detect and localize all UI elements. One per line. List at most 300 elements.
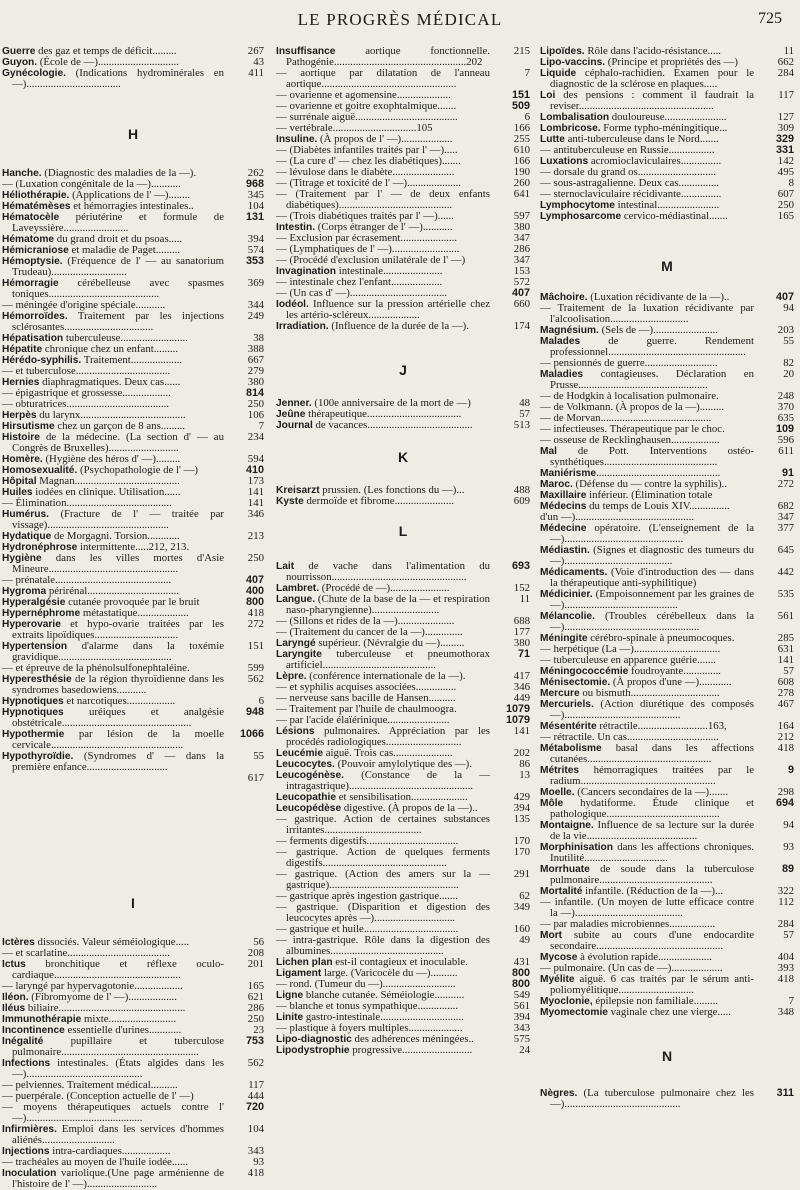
entry-headword: Mycose — [540, 952, 578, 963]
entry-text: de soude dans la tuberculose pulmonaire.......................................... — [550, 863, 754, 886]
entry-page-ref: 285 — [777, 632, 794, 644]
entry-page-ref: 135 — [513, 813, 530, 825]
index-entry — [2, 278, 264, 300]
entry-page-ref: 208 — [247, 947, 264, 959]
entry-page-ref: 597 — [513, 210, 530, 222]
entry-text: — sous-astragalienne. Deux cas............... — [540, 177, 720, 189]
entry-page-ref: 141 — [513, 725, 530, 737]
entry-page-ref: 6 — [258, 695, 264, 707]
entry-page-ref: 260 — [513, 177, 530, 189]
entry-page-ref: 286 — [513, 243, 530, 255]
entry-headword: Hématémèses — [2, 201, 71, 212]
entry-page-ref: 250 — [247, 398, 264, 410]
entry-page-ref: 431 — [513, 956, 530, 968]
entry-page-ref: 407 — [775, 291, 794, 303]
entry-text: — (Titrage et toxicité de l' —).................... — [276, 177, 462, 189]
entry-headword: Lambret. — [276, 583, 320, 594]
entry-page-ref: 311 — [776, 1087, 794, 1099]
entry-page-ref: 62 — [519, 890, 530, 902]
entry-headword: Infections — [2, 1058, 51, 1069]
index-entry — [276, 496, 530, 507]
entry-text: (Chute de la base de la — et respiration naso-pharyngienne)......................... — [286, 593, 490, 616]
section-spacer — [540, 1064, 794, 1088]
entry-headword: Maroc. — [540, 479, 573, 490]
index-entry — [540, 545, 794, 567]
entry-text: (Fibromyome de l' —).................. — [28, 991, 177, 1003]
entry-page-ref: 513 — [513, 419, 530, 431]
entry-headword: Médecins — [540, 501, 587, 512]
entry-headword: Métrites — [540, 765, 580, 776]
entry-headword: Hérédo-syphilis. — [2, 355, 82, 366]
entry-text: rétractile..........................163, — [596, 720, 727, 732]
entry-text: — infectieuses. Thérapeutique par le choc. — [540, 423, 725, 435]
entry-text: (Luxation récidivante de la —).. — [587, 291, 730, 303]
entry-text: cervico-médiastinal....... — [621, 210, 728, 222]
index-entry — [2, 619, 264, 641]
entry-headword: Méningite — [540, 633, 588, 644]
index-entry — [2, 751, 264, 773]
entry-page-ref: 645 — [777, 544, 794, 556]
entry-page-ref: 7 — [788, 995, 794, 1007]
entry-page-ref: 213 — [247, 530, 264, 542]
entry-page-ref: 151 — [247, 640, 264, 652]
entry-page-ref: 91 — [781, 467, 794, 479]
entry-text: diaphragmatiques. Deux cas...... — [39, 376, 181, 388]
entry-page-ref: 418 — [247, 1167, 264, 1179]
entry-headword: Hématome — [2, 234, 55, 245]
section-spacer — [276, 431, 530, 449]
entry-page-ref: 94 — [783, 302, 794, 314]
entry-page-ref: 418 — [777, 742, 794, 754]
entry-page-ref: 117 — [248, 1079, 264, 1091]
entry-headword: Intestin. — [276, 222, 316, 233]
entry-text: — prénatale........................................... — [2, 574, 172, 586]
entry-page-ref: 347 — [513, 232, 530, 244]
entry-page-ref: 348 — [777, 1006, 794, 1018]
entry-text: aiguë. 6 cas traités par le sérum anti-poliomyélitique............................ — [550, 973, 754, 996]
entry-text: — blanche et tonus sympathique............... — [276, 1000, 459, 1012]
entry-text: pulmonaires. Appréciation par les procédés radiologiques............................ — [286, 725, 490, 748]
entry-headword: Kreisarzt — [276, 485, 320, 496]
entry-page-ref: 380 — [513, 221, 530, 233]
entry-text: acromioclaviculaires............... — [588, 155, 722, 167]
entry-page-ref: 55 — [253, 750, 264, 762]
section-spacer — [540, 274, 794, 292]
entry-headword: Homère. — [2, 454, 43, 465]
entry-text: métastatique................... — [80, 607, 189, 619]
index-entry — [276, 726, 530, 748]
index-entry — [2, 1168, 264, 1190]
entry-page-ref: 104 — [247, 1123, 264, 1135]
entry-page-ref: 170 — [513, 846, 530, 858]
index-entry — [2, 1058, 264, 1080]
entry-headword: Journal — [276, 420, 313, 431]
entry-text: céphalo-rachidien. Examen pour le diagnostic de la sclérose en plaques..... — [550, 67, 754, 90]
entry-page-ref: 177 — [513, 626, 530, 638]
entry-page-ref: 1079 — [505, 703, 530, 715]
entry-page-ref: 621 — [247, 991, 264, 1003]
entry-page-ref: 948 — [245, 706, 264, 718]
entry-text: iodées en clinique. Utilisation...... — [32, 486, 181, 498]
entry-headword: Moelle. — [540, 787, 575, 798]
entry-page-ref: 814 — [245, 387, 264, 399]
section-spacer — [2, 911, 264, 937]
entry-page-ref: 631 — [777, 643, 794, 655]
entry-page-ref: 407 — [511, 287, 530, 299]
entry-headword: Histoire — [2, 432, 40, 443]
entry-text: aortique fonctionnelle. Pathogénie.................................................202 — [286, 45, 490, 68]
entry-text: — de Morvan......................................... — [540, 412, 712, 424]
entry-page-ref: 250 — [777, 199, 794, 211]
entry-headword: Hanche. — [2, 168, 42, 179]
entry-headword: Insuffisance — [276, 46, 336, 57]
entry-headword: Nègres. — [540, 1088, 578, 1099]
entry-page-ref: 562 — [247, 673, 264, 685]
entry-text: basal dans les affections cutanées.............................................. — [550, 742, 754, 765]
entry-page-ref: 160 — [513, 923, 530, 935]
entry-page-ref: 353 — [245, 255, 264, 267]
entry-page-ref: 610 — [513, 144, 530, 156]
index-entry — [2, 509, 264, 531]
entry-text: d'alarme dans la toxémie gravidique.......................................... — [12, 640, 224, 663]
entry-headword: Hypothermie — [2, 729, 65, 740]
index-entry — [540, 765, 794, 787]
entry-text: (Psychopathologie de l' —) — [77, 464, 199, 476]
entry-page-ref: 284 — [777, 918, 794, 930]
entry-headword: Hygiène — [2, 553, 42, 564]
entry-headword: Myoclonie, — [540, 996, 593, 1007]
entry-headword: Montaigne. — [540, 820, 594, 831]
entry-text: Influence de sa lecture sur la durée de la vie......................................... — [550, 819, 754, 842]
entry-headword: Mâchoire. — [540, 292, 588, 303]
entry-headword: Immunothérapie — [2, 1014, 82, 1025]
index-entry — [276, 68, 530, 90]
entry-page-ref: 43 — [253, 56, 264, 68]
entry-page-ref: 166 — [513, 122, 530, 134]
index-entry — [540, 842, 794, 864]
entry-text: cutanée provoquée par le bruit — [65, 596, 200, 608]
entry-headword: Iléon. — [2, 992, 29, 1003]
entry-page-ref: 250 — [247, 1013, 264, 1025]
entry-page-ref: 278 — [777, 687, 794, 699]
entry-page-ref: 272 — [247, 618, 264, 630]
entry-text: des gaz et temps de déficit......... — [35, 45, 177, 57]
entry-headword: Insuline. — [276, 134, 318, 145]
index-entry — [2, 212, 264, 234]
entry-page-ref: 682 — [777, 500, 794, 512]
entry-text: intestinal....................... — [614, 199, 720, 211]
entry-text: — et épreuve de la phénolsulfonephtaléine. — [2, 662, 190, 674]
entry-page-ref: 93 — [253, 1156, 264, 1168]
entry-page-ref: 131 — [245, 211, 264, 223]
entry-text: tuberculeuse......................... — [63, 332, 188, 344]
entry-text: bronchitique et réflexe oculo-cardiaque............................................... — [12, 958, 224, 981]
entry-page-ref: 284 — [777, 67, 794, 79]
entry-page-ref: 688 — [513, 615, 530, 627]
entry-text: — et syphilis acquises associées............... — [276, 681, 457, 693]
section-spacer — [540, 222, 794, 258]
section-spacer — [276, 332, 530, 362]
index-entry — [540, 897, 794, 919]
entry-text: — rond. (Tumeur du —)........................... — [276, 978, 456, 990]
entry-headword: Lichen plan — [276, 957, 333, 968]
entry-page-ref: 56 — [253, 936, 264, 948]
entry-page-ref: 331 — [775, 144, 794, 156]
entry-headword: Jeûne — [276, 409, 306, 420]
entry-text: (Empoisonnement par les graines de —).......................................... — [550, 588, 754, 611]
entry-page-ref: 662 — [777, 56, 794, 68]
entry-headword: Hépatite — [2, 344, 43, 355]
entry-page-ref: 345 — [247, 189, 264, 201]
entry-page-ref: 609 — [513, 495, 530, 507]
entry-page-ref: 635 — [777, 412, 794, 424]
entry-headword: Guyon. — [2, 57, 38, 68]
entry-headword: Métabolisme — [540, 743, 602, 754]
entry-page-ref: 6 — [524, 111, 530, 123]
entry-page-ref: 561 — [777, 610, 794, 622]
index-entry — [540, 68, 794, 90]
entry-text: — Traitement par l'huile de chaulmoogra. — [276, 703, 457, 715]
entry-headword: Mercuriels. — [540, 699, 594, 710]
entry-page-ref: 24 — [519, 1044, 530, 1056]
entry-headword: Herpès — [2, 410, 37, 421]
entry-text: et hypo-ovarie traitées par les extraits lipoïdiques............................... — [12, 618, 224, 641]
entry-text: (Constance de la — intragastrique).............................................. — [286, 769, 490, 792]
entry-page-ref: 574 — [247, 244, 264, 256]
entry-text: du temps de Louis XIV............... — [586, 500, 730, 512]
entry-headword: Maxillaire — [540, 490, 587, 501]
index-entry — [2, 729, 264, 751]
entry-headword: Héliothérapie. — [2, 190, 70, 201]
entry-headword: Mal — [540, 446, 557, 457]
entry-headword: Guerre — [2, 46, 36, 57]
entry-text: (Voie d'introduction des — dans la thérapeutique anti-syphilitique) — [550, 566, 754, 589]
entry-page-ref: 968 — [245, 178, 264, 190]
index-entry — [540, 743, 794, 765]
entry-text: blanche cutanée. Séméiologie........... — [303, 989, 465, 1001]
entry-page-ref: 442 — [777, 566, 794, 578]
entry-text: variolique.(Une page arménienne de l'histoire de l' —).......................... — [12, 1167, 224, 1190]
entry-headword: Hémorragie — [2, 278, 59, 289]
entry-text: progressive.......................... — [349, 1044, 473, 1056]
entry-page-ref: 694 — [775, 797, 794, 809]
entry-text: du grand droit et du psoas..... — [54, 233, 183, 245]
entry-page-ref: 380 — [247, 376, 264, 388]
entry-headword: Liquide — [540, 68, 577, 79]
index-entry — [540, 864, 794, 886]
entry-headword: Iodéol. — [276, 299, 309, 310]
entry-headword: Infirmières. — [2, 1124, 57, 1135]
entry-headword: Hyperalgésie — [2, 597, 66, 608]
entry-text: inférieur. (Élimination totale — [586, 489, 713, 501]
entry-headword: Mélancolie. — [540, 611, 595, 622]
entry-text: — plastique à foyers multiples.................... — [276, 1022, 463, 1034]
entry-text: de la médecine. (La section d' — au Congrès de Bruxelles).......................... — [12, 431, 224, 454]
entry-headword: Lipo-vaccins. — [540, 57, 606, 68]
entry-page-ref: 104 — [247, 200, 264, 212]
entry-headword: Lutte — [540, 134, 565, 145]
entry-page-ref: 165 — [777, 210, 794, 222]
entry-headword: Lésions — [276, 726, 315, 737]
entry-page-ref: 141 — [247, 497, 264, 509]
entry-text: et maladie de Paget......... — [68, 244, 181, 256]
entry-headword: Hypnotiques — [2, 696, 64, 707]
entry-text: foudroyante.............. — [628, 665, 721, 677]
entry-page-ref: 429 — [513, 791, 530, 803]
entry-headword: Malades — [540, 336, 581, 347]
index-entry — [2, 959, 264, 981]
entry-page-ref: 250 — [247, 552, 264, 564]
entry-page-ref: 49 — [519, 934, 530, 946]
entry-headword: Maniérisme — [540, 468, 597, 479]
entry-text: thérapeutique................................... — [305, 408, 462, 420]
entry-page-ref: 800 — [511, 967, 530, 979]
entry-text: Traitement................... — [81, 354, 183, 366]
entry-text: — nerveuse sans bacille de Hansen.......... — [276, 692, 456, 704]
entry-page-ref: 575 — [513, 1033, 530, 1045]
entry-text: des adhérences méningées.. — [351, 1033, 474, 1045]
entry-text: essentielle d'urines............ — [64, 1024, 182, 1036]
entry-headword: Iléus — [2, 1003, 26, 1014]
entry-page-ref: 369 — [247, 277, 264, 289]
entry-headword: Huiles — [2, 487, 33, 498]
entry-headword: Lombalisation — [540, 112, 610, 123]
entry-headword: Hernies — [2, 377, 40, 388]
entry-headword: Hémicraniose — [2, 245, 69, 256]
index-entry — [2, 1102, 264, 1124]
page-header — [0, 0, 800, 36]
section-letter: M — [661, 258, 673, 274]
entry-headword: Lèpre. — [276, 671, 307, 682]
entry-text: — aortique par dilatation de l'anneau aortique.................................................. — [276, 67, 490, 90]
entry-page-ref: 467 — [777, 698, 794, 710]
entry-text: (À propos d'une —)............ — [610, 676, 732, 688]
entry-text: épilepsie non familiale......... — [592, 995, 718, 1007]
entry-text: Magnan....................................... — [36, 475, 180, 487]
entry-page-ref: 212 — [777, 731, 794, 743]
entry-text: — herpétique (La —)................................ — [540, 643, 721, 655]
index-entry — [540, 589, 794, 611]
entry-text: — pensionnés de guerre........................... — [540, 357, 718, 369]
entry-text: (Troubles cérébelleux dans la —).................................................. — [550, 610, 754, 633]
entry-page-ref: 495 — [777, 166, 794, 178]
entry-page-ref: 394 — [247, 233, 264, 245]
entry-headword: Ictus — [2, 959, 26, 970]
entry-text: (Hygiène des héros d' —)......... — [42, 453, 181, 465]
entry-page-ref: 607 — [777, 188, 794, 200]
entry-page-ref: 535 — [777, 588, 794, 600]
index-column-2 — [276, 46, 530, 1056]
entry-text: digestive. (À propos de la —).. — [341, 802, 478, 814]
entry-headword: Laryngite — [276, 649, 322, 660]
entry-page-ref: 55 — [783, 335, 794, 347]
entry-page-ref: 596 — [777, 434, 794, 446]
index-entry — [540, 974, 794, 996]
entry-text: — gastrique et huile................................... — [276, 923, 459, 935]
entry-page-ref: 151 — [511, 89, 530, 101]
entry-text: d'un —)............................................ — [540, 511, 694, 523]
index-entry — [276, 594, 530, 616]
entry-text: — (Lymphatiques de l' —)......................... — [276, 243, 460, 255]
entry-page-ref: 57 — [519, 408, 530, 420]
entry-text: — obturatrices...................................... — [2, 398, 170, 410]
entry-page-ref: 127 — [777, 111, 794, 123]
index-entry — [276, 770, 530, 792]
entry-headword: Hypernéphrome — [2, 608, 81, 619]
entry-page-ref: 800 — [245, 596, 264, 608]
entry-page-ref: 11 — [519, 593, 530, 605]
entry-text: de guerre. Rendement professionnel................................................... — [550, 335, 754, 358]
entry-text: — (Sillons et rides de la —)..................... — [276, 615, 455, 627]
index-entry — [540, 90, 794, 112]
entry-headword: Lombricose. — [540, 123, 601, 134]
entry-page-ref: 89 — [781, 863, 794, 875]
entry-page-ref: 693 — [511, 560, 530, 572]
index-column-3 — [540, 46, 794, 1110]
entry-text: — intestinale chez l'enfant................... — [276, 276, 443, 288]
entry-text: dissociés. Valeur séméiologique..... — [34, 936, 190, 948]
entry-page-ref: 141 — [247, 486, 264, 498]
entry-page-ref: 8 — [788, 177, 794, 189]
entry-page-ref: 164 — [777, 720, 794, 732]
index-entry — [540, 303, 794, 325]
entry-headword: Lipo-diagnostic — [276, 1034, 352, 1045]
entry-page-ref: 418 — [777, 973, 794, 985]
entry-text: — gastrique. Action de certaines substances irritantes.................................... — [276, 813, 490, 836]
entry-page-ref: 153 — [513, 265, 530, 277]
entry-headword: Leucogénèse. — [276, 770, 344, 781]
entry-text: (La tuberculose pulmonaire chez les —)........................................... — [550, 1087, 754, 1110]
entry-text: — (Luxation congénitale de la —)........... — [2, 178, 181, 190]
entry-text: — osseuse de Recklinghausen.................. — [540, 434, 720, 446]
index-entry — [276, 420, 530, 431]
entry-headword: Loi — [540, 90, 556, 101]
entry-text: dans les affections chroniques. Inutilité............................... — [550, 841, 754, 864]
entry-headword: Ligne — [276, 990, 304, 1001]
entry-headword: Linite — [276, 1012, 304, 1023]
entry-headword: Ligament — [276, 968, 322, 979]
entry-text: douloureuse....................... — [609, 111, 727, 123]
entry-headword: Hydatique — [2, 531, 52, 542]
entry-text: — (Traitement du cancer de la —).............. — [276, 626, 463, 638]
entry-page-ref: 343 — [247, 1145, 264, 1157]
entry-headword: Myomectomie — [540, 1007, 608, 1018]
entry-headword: Irradiation. — [276, 321, 329, 332]
entry-headword: Incontinence — [2, 1025, 65, 1036]
entry-text: — gastrique. (Disparition et digestion des leucocytes après —).............................. — [276, 901, 490, 924]
entry-page-ref: 13 — [519, 769, 530, 781]
section-spacer — [276, 539, 530, 561]
entry-page-ref: 594 — [247, 453, 264, 465]
entry-page-ref: 93 — [783, 841, 794, 853]
entry-headword: Homosexualité. — [2, 465, 78, 476]
entry-page-ref: 400 — [245, 585, 264, 597]
entry-text: (Diagnostic des maladies de la —). — [41, 167, 197, 179]
index-entry — [2, 641, 264, 663]
entry-headword: Hydronéphrose — [2, 542, 78, 553]
entry-text: — ovarienne et agomensine.................... — [276, 89, 451, 101]
section-spacer — [2, 142, 264, 168]
entry-text: biliaire............................................... — [25, 1002, 186, 1014]
entry-headword: Hypertension — [2, 641, 68, 652]
entry-page-ref: 488 — [513, 484, 530, 496]
entry-text: (Signes et diagnostic des tumeurs du —)........................................ — [550, 544, 754, 567]
entry-page-ref: 417 — [513, 670, 530, 682]
journal-title: LE PROGRÈS MÉDICAL — [297, 10, 503, 29]
entry-text: (Pouvoir amylolytique des —). — [334, 758, 472, 770]
entry-text: — gastrique. Action de quelques ferments digestifs.............................................. — [276, 846, 490, 869]
section-spacer — [540, 1018, 794, 1048]
